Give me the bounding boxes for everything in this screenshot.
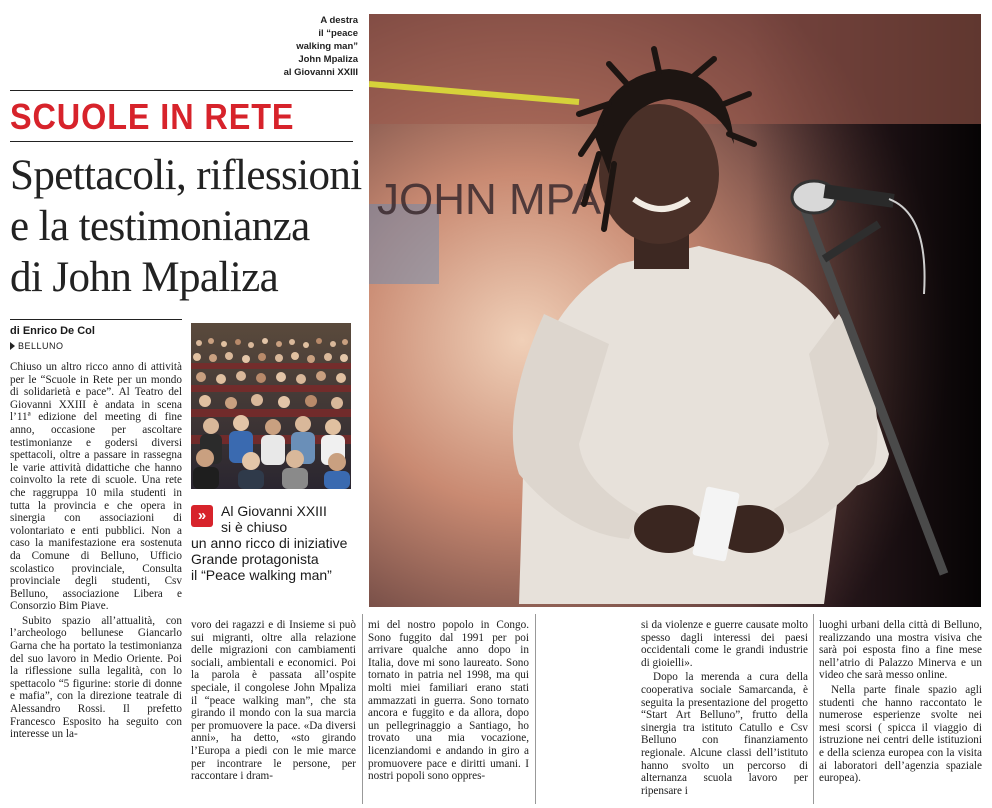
pull-quote-line: il “Peace walking man” (191, 567, 332, 583)
paragraph: voro dei ragazzi e di Insieme si può sui migranti, oltre alla relazione delle migrazioni con cambiamenti sociali, ambientali e economici. Poi la parola è passata all’ospite speciale, il congolese John Mpaliza il “peace walking man”, che sta girando il mondo con la sua marcia per promuovere la pace. «Da diversi anni», ha detto, «sto girando l’Europa a piedi con le mie marce per incontrare le persone, per raccontare i dram- (191, 619, 356, 783)
caption-line: A destra (320, 15, 358, 26)
article-column-4 (641, 619, 808, 799)
double-chevron-icon: » (191, 505, 213, 527)
speaker-illustration (369, 14, 981, 607)
pull-quote (191, 503, 356, 583)
paragraph: Dopo la merenda a cura della cooperativa sociale Samarcanda, è seguita la presentazione del progetto “Start Art Belluno”, frutto della sinergia tra istituto Catullo e Csv Belluno con finanziamento regionale. Alcune classi dell’istituto hanno svolto un percorso di alternanza scuola lavoro per ripensare i (641, 671, 808, 797)
main-photo (369, 14, 981, 607)
headline-line: di John Mpaliza (10, 254, 279, 301)
caption-line: John Mpaliza (298, 54, 358, 65)
divider (10, 90, 353, 91)
paragraph: Subito spazio all’attualità, con l’archeologo bellunese Giancarlo Garna che ha portato la testimonianza del suo lavoro in Medio Oriente. Poi la riflessione sulla legalità, con lo spettacolo “5 figurine: storie di donne e mafia”, con la direzione teatrale di Alessandro Rossi. Il prefetto Francesco Esposito ha seguito con interesse un la- (10, 614, 182, 741)
article-column-1 (10, 361, 182, 743)
photo-caption (262, 14, 358, 79)
caption-line: al Giovanni XXIII (283, 67, 358, 78)
stage-screen-text: JOHN MPA (377, 175, 602, 224)
place-label: BELLUNO (18, 341, 64, 351)
section-label: SCUOLE IN RETE (10, 96, 295, 137)
pull-quote-lead: Al Giovanni XXIII (221, 503, 327, 519)
headline-line: e la testimonianza (10, 203, 310, 250)
paragraph: Chiuso un altro ricco anno di attività per le “Scuole in Rete per un mondo di solidarietà e pace”. Al Teatro del Giovanni XXIII è andata in scena l’11ª edizione del meeting di fine anno, occasione per ascoltare testimonianze e godersi diversi spettacoli, oltre a passare in rassegna le varie attività didattiche che hanno coinvolto la rete di scuole. Una rete che raggruppa 10 mila studenti in tutta la provincia e che opera in sinergia con associazioni di volontariato e enti pubblici. Non a caso la manifestazione era sostenuta da Comune di Belluno, Ufficio scolastico provinciale, Consulta provinciale degli studenti, Csv Belluno, associazione Libera e Consorzio Bim Piave. (10, 361, 182, 613)
article-column-5 (819, 619, 982, 787)
headline (10, 150, 362, 303)
paragraph: mi del nostro popolo in Congo. Sono fuggito dal 1991 per poi arrivare qualche anno dopo in Italia, dove mi sono laureato. Sono tornato in patria nel 1998, ma qui molti miei familiari erano stati ammazzati in guerra. Sono tornato ancora e fuggito e da allora, dopo un pellegrinaggio a Santiago, ho trovato una mia vocazione, licenziandomi e andando in giro a promuovere pace e diritti umani. I nostri popoli sono oppres- (368, 619, 529, 783)
paragraph: Nella parte finale spazio agli studenti che hanno raccontato le numerose esperienze svolte nei mesi scorsi ( spicca il viaggio di istruzione nei centri delle istituzioni e della scienza europea con la visita ai laboratori dell’agenzia spaziale europea). (819, 683, 982, 785)
dateline-place (10, 341, 64, 351)
pull-quote-line: Grande protagonista (191, 551, 319, 567)
pull-quote-line: si è chiuso (221, 519, 288, 535)
column-divider (535, 614, 536, 804)
audience-illustration (191, 323, 351, 489)
caption-line: walking man” (296, 41, 358, 52)
column-divider (813, 614, 814, 804)
caption-line: il “peace (318, 28, 358, 39)
article-column-2 (191, 619, 356, 785)
headline-line: Spettacoli, riflessioni (10, 152, 362, 199)
paragraph: luoghi urbani della città di Belluno, realizzando una mostra visiva che sarà poi esposta fino a fine mese nell’atrio di Palazzo Minerva e un video che sarà messo online. (819, 619, 982, 682)
byline: di Enrico De Col (10, 325, 95, 337)
paragraph: si da violenze e guerre causate molto spesso dagli interessi dei paesi occidentali come le grandi industrie di gioielli». (641, 619, 808, 669)
divider (10, 141, 353, 142)
article-column-3 (368, 619, 529, 785)
divider (10, 319, 182, 320)
column-divider (362, 614, 363, 804)
audience-photo (191, 323, 351, 489)
pull-quote-line: un anno ricco di iniziative (191, 535, 348, 551)
